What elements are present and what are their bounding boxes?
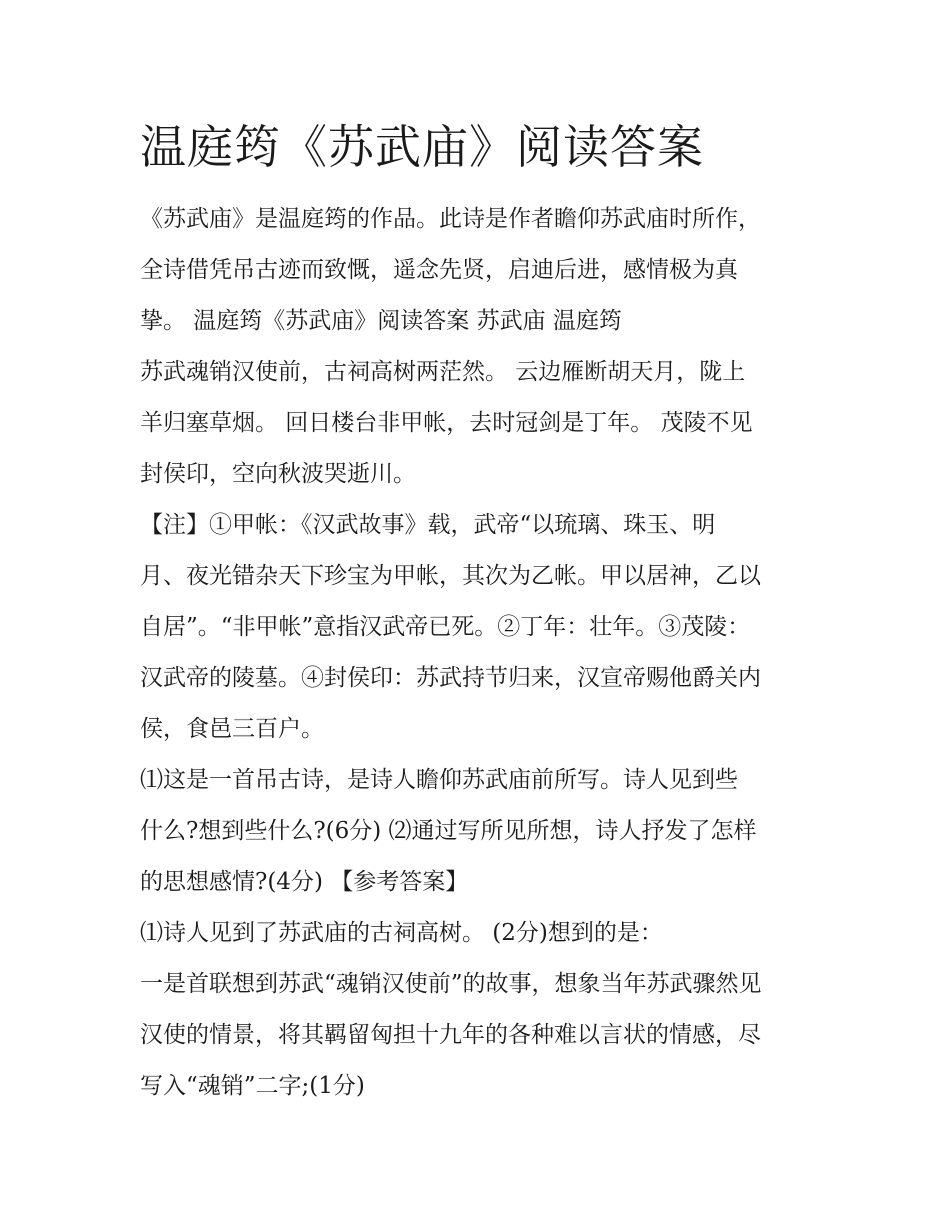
text-line: 汉使的情景，将其羁留匈担十九年的各种难以言状的情感，尽 [140, 1022, 761, 1048]
answer-detail-paragraph [140, 959, 815, 1112]
text-line: 自居”。“非甲帐”意指汉武帝已死。②丁年：壮年。③茂陵： [140, 614, 751, 640]
document-title: 温庭筠《苏武庙》阅读答案 [140, 120, 704, 174]
text-line: ⑴诗人见到了苏武庙的古祠高树。 (2分)想到的是： [140, 920, 663, 946]
intro-paragraph [140, 194, 815, 347]
text-line: 苏武魂销汉使前，古祠高树两茫然。 云边雁断胡天月，陇上 [140, 359, 746, 385]
text-line: ⑴这是一首吊古诗，是诗人瞻仰苏武庙前所写。诗人见到些 [140, 767, 738, 793]
text-line: 侯，食邑三百户。 [140, 716, 324, 742]
text-line: 汉武帝的陵墓。④封侯印：苏武持节归来，汉宣帝赐他爵关内 [140, 665, 761, 691]
text-line: 一是首联想到苏武“魂销汉使前”的故事，想象当年苏武骤然见 [140, 971, 762, 997]
notes-paragraph [140, 500, 815, 755]
text-line: 月、夜光错杂天下珍宝为甲帐，其次为乙帐。甲以居神，乙以 [140, 563, 761, 589]
text-line: 《苏武庙》是温庭筠的作品。此诗是作者瞻仰苏武庙时所作， [140, 206, 761, 232]
text-line: 什么?想到些什么?(6分) ⑵通过写所见所想，诗人抒发了怎样 [140, 818, 757, 844]
answer-paragraph [140, 908, 815, 959]
text-line: 挚。 温庭筠《苏武庙》阅读答案 苏武庙 温庭筠 [140, 308, 622, 334]
text-line: 羊归塞草烟。 回日楼台非甲帐，去时冠剑是丁年。 茂陵不见 [140, 410, 753, 436]
text-line: 写入“魂销”二字;(1分) [140, 1073, 365, 1099]
text-line: 的思想感情?(4分) 【参考答案】 [140, 869, 469, 895]
text-line: 全诗借凭吊古迹而致慨，遥念先贤，启迪后进，感情极为真 [140, 257, 738, 283]
document-page [140, 116, 815, 1112]
questions-paragraph [140, 755, 815, 908]
poem-paragraph [140, 347, 815, 500]
text-line: 封侯印，空向秋波哭逝川。 [140, 461, 416, 487]
text-line: 【注】①甲帐：《汉武故事》载，武帝“以琉璃、珠玉、明 [140, 512, 716, 538]
